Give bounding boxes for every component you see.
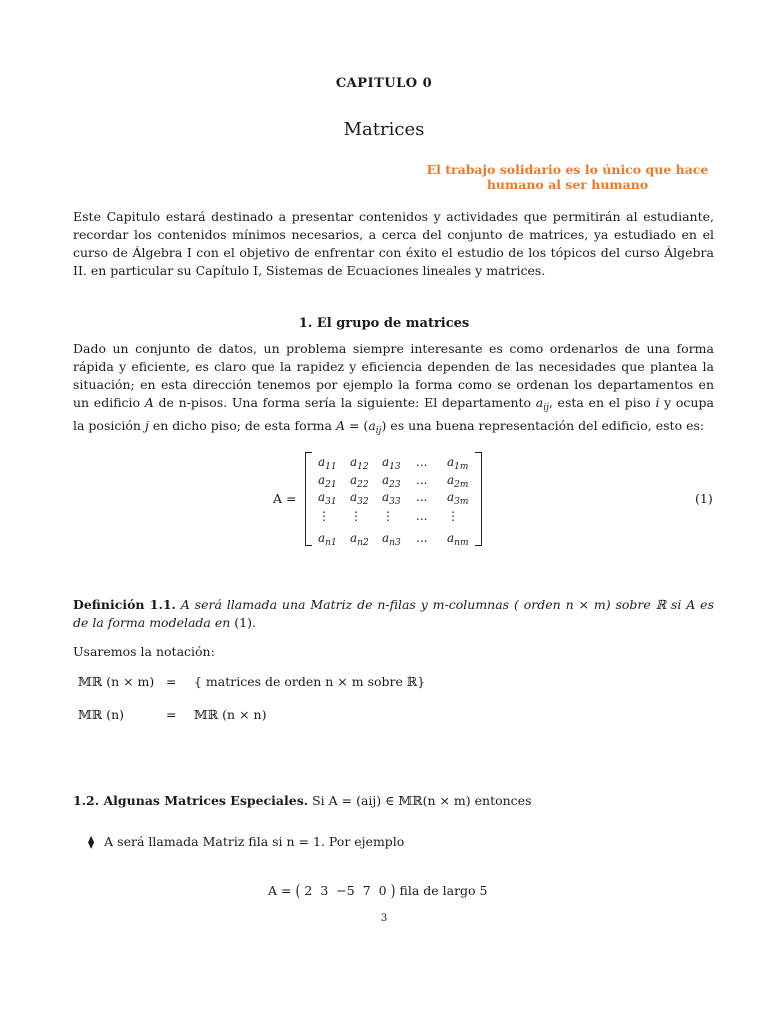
matrix-left-bracket (305, 452, 312, 546)
matrix-cell: ... (416, 455, 428, 469)
subsection-text: Si A = (aij) ∈ 𝕄ℝ(n × m) entonces (312, 793, 532, 808)
matrix-cell: ⋮ (382, 509, 394, 523)
notation-2-eq: = (165, 707, 177, 722)
bullet-item (88, 834, 404, 849)
example-value: −5 (336, 883, 355, 898)
matrix-cell: $a_{2m}$ (447, 473, 469, 490)
matrix-cell: $a_{33}$ (382, 490, 401, 507)
subsection-line (73, 793, 532, 808)
epigraph (400, 162, 735, 192)
example-suffix: fila de largo 5 (399, 883, 488, 898)
matrix-cell: $a_{n2}$ (350, 531, 369, 548)
notation-2-lhs: 𝕄ℝ (n) (78, 707, 125, 722)
notation-1-eq: = (165, 674, 177, 689)
definition-block (73, 596, 714, 632)
definition-ref: (1). (234, 615, 256, 630)
matrix-cell: ... (416, 473, 428, 487)
matrix-cell: ... (416, 490, 428, 504)
matrix-cell: $a_{13}$ (382, 455, 401, 472)
matrix-cell: $a_{nm}$ (447, 531, 469, 548)
chapter-heading: CAPITULO 0 (335, 76, 433, 91)
page-title: Matrices (343, 119, 425, 140)
intro-paragraph: Este Capitulo estará destinado a presentar contenidos y actividades que permitirán al estudiante, recordar los contenidos mínimos necesarios, a cerca del conjunto de matrices, ya estudiado en el curso de Álgebra I con el objetivo de enfrentar con éxito el estudio de los tópicos del curso Álgebra II. en particular su Capítulo I, Sistemas de Ecuaciones lineales y matrices. (73, 209, 714, 278)
matrix-cell: ... (416, 509, 428, 523)
matrix-cell: ⋮ (318, 509, 330, 523)
matrix-label: A = (273, 491, 297, 506)
section-text-f: es una buena representación del edificio, esto es: (390, 418, 705, 433)
matrix-cell: $a_{22}$ (350, 473, 369, 490)
matrix-right-bracket (475, 452, 482, 546)
notation-2-rhs: 𝕄ℝ (n × n) (193, 707, 267, 722)
example-value: 2 (304, 883, 313, 898)
subsection-heading: 1.2. Algunas Matrices Especiales. (73, 793, 309, 808)
equation-number: (1) (695, 491, 713, 506)
matrix-cell: ⋮ (447, 509, 459, 523)
definition-heading: Definición 1.1. (73, 597, 176, 612)
notation-1-rhs: { matrices de orden n × m sobre ℝ} (193, 674, 426, 689)
example-value: 7 (362, 883, 371, 898)
matrix-cell: $a_{n1}$ (318, 531, 337, 548)
matrix-cell: $a_{3m}$ (447, 490, 469, 507)
matrix-cell: $a_{1m}$ (447, 455, 469, 472)
example-lhs: A = (268, 883, 292, 898)
example-value: 3 (320, 883, 329, 898)
notation-line-1 (78, 674, 425, 689)
section-text-c: , esta en el piso (548, 395, 651, 410)
notation-intro: Usaremos la notación: (73, 644, 215, 659)
example-values (300, 883, 390, 898)
notation-1-lhs: 𝕄ℝ (n × m) (78, 674, 155, 689)
example-row: A = ( 2 3 −5 7 0 ) fila de largo 5 (268, 881, 488, 900)
notation-line-2 (78, 707, 266, 722)
matrix-cell: $a_{21}$ (318, 473, 337, 490)
section-paragraph: Dado un conjunto de datos, un problema siempre interesante es como ordenarlos de una forma rápida y eficiente, es claro que la rapidez y eficiencia dependen de las necesidades que plantea la situación; en esta dirección tenemos por ejemplo la forma como se ordenan los departamentos en un edificio A de n-pisos. Una forma sería la siguiente: El departamento $a_{ij}$, esta en el piso i y ocupa la posición j en dicho piso; de esta forma $A = (a_{ij})$ es una buena representación del edificio, esto es: (73, 341, 714, 436)
matrix-cell: $a_{32}$ (350, 490, 369, 507)
matrix-cell: $a_{31}$ (318, 490, 337, 507)
definition-text: A será llamada una Matriz de n-filas y m-columnas ( orden n × m) sobre ℝ si A es de la forma modelada en (73, 597, 714, 630)
bullet-text: A será llamada Matriz fila si n = 1. Por ejemplo (104, 834, 405, 849)
matrix-cell: $a_{12}$ (350, 455, 369, 472)
section-text-d: y ocupa la posición (73, 395, 714, 433)
epigraph-line-1: El trabajo solidario es lo único que hace (426, 162, 709, 177)
section-text-a: Dado un conjunto de datos, un problema siempre interesante es como ordenarlos de una forma rápida y eficiente, es claro que la rapidez y eficiencia dependen de las necesidades que plantea la situación; en esta dirección tenemos por ejemplo la forma como se ordenan los departamentos en un edificio (73, 341, 714, 410)
matrix-cell: ... (416, 531, 428, 545)
epigraph-line-2: humano al ser humano (486, 177, 649, 192)
section-heading: 1. El grupo de matrices (298, 316, 470, 331)
diamond-bullet-icon: ⧫ (88, 834, 95, 849)
matrix-cell: $a_{n3}$ (382, 531, 401, 548)
example-value: 0 (378, 883, 387, 898)
matrix-cell: $a_{23}$ (382, 473, 401, 490)
section-text-b: de n-pisos. Una forma sería la siguiente: El departamento (158, 395, 532, 410)
matrix-cell: ⋮ (350, 509, 362, 523)
page-number: 3 (380, 913, 388, 924)
matrix-cell: $a_{11}$ (318, 455, 337, 472)
section-text-e: en dicho piso; de esta forma (152, 418, 332, 433)
